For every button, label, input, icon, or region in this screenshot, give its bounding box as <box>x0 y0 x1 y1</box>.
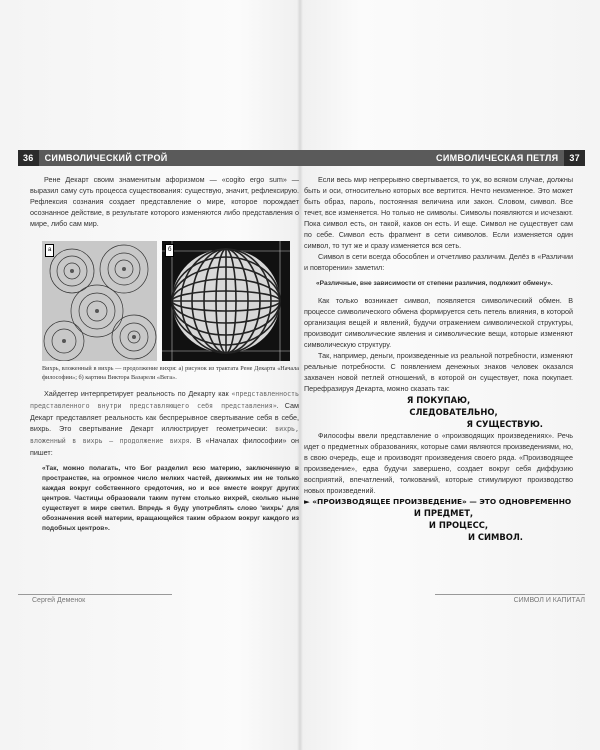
figures <box>42 241 290 361</box>
figure-a-label: а <box>45 244 54 257</box>
vortex-drawing <box>42 241 157 361</box>
left-header-title: СИМВОЛИЧЕСКИЙ СТРОЙ <box>44 153 168 163</box>
para2-text-mid: . Сам Декарт представляет реальность как беспрерывное свертывание себя в себе, вихрь. Это свертывание Декарт иллюстрирует геометрически: <box>30 401 299 433</box>
left-body <box>18 166 303 534</box>
left-paragraph-2 <box>30 388 299 458</box>
descartes-vortex-image <box>42 241 157 361</box>
para2-text-end: . В «Началах философии» он пишет: <box>30 436 299 457</box>
descartes-quote: «Так, можно полагать, что Бог разделил всю материю, заключенную в пространстве, на огромное число мелких частей, движимых им не только каждая вокруг собственного средоточия, но и все вместе вокруг других центров. Частицы образовали таким путем столько вихрей, сколько ныне существует в мире светил. Впредь я буду употреблять слово 'вихрь' для обозначения всей материи, вращающейся таким образом вокруг каждого из подобных центров». <box>42 465 299 532</box>
right-paragraph-1: Если весь мир непрерывно свертывается, то уж, во всяком случае, должны быть и оси, относительно которых все вертится. Нечто неизменное. Это может быть образ, пароль, постоянная величина или закон. Словом, символ. Все течет, все изменяется. Но только не символы. Символы появляются и исчезают. Пока символ есть, он такой, каков он есть. И еще. Символ не существует сам по себе. Символ есть фрагмент в сети символов. Если изменяется один символ, то тут же и сразу изменяется вся сеть. <box>304 175 573 250</box>
right-page <box>300 150 585 610</box>
left-footer: Сергей Деменок <box>18 594 172 607</box>
deleuze-quote: «Различные, вне зависимости от степени различия, подлежит обмену». <box>316 280 553 287</box>
left-page-number: 36 <box>18 150 39 166</box>
right-footer: СИМВОЛ И КАПИТАЛ <box>435 594 585 607</box>
slogan-line-1: Я ПОКУПАЮ, <box>406 395 471 405</box>
right-body <box>300 166 585 543</box>
right-paragraph-4: Так, например, деньги, произведенные из реальной потребности, изменяют реальные потребности. С появлением денежных знаков человек оказался захвачен новой петлей отношений, в которой он существует, пока покупает. Перефразируя Декарта, можно сказать так: <box>304 351 573 393</box>
right-page-header <box>300 150 585 166</box>
statement-line-3: И ПРОЦЕСС, <box>428 520 489 530</box>
left-paragraph-1: Рене Декарт своим знаменитым афоризмом — «cogito ergo sum» — выразил саму суть процесса существования: существую, значит, рефлексирую. Рефлексия сознания создает представление о мире, которое порождает осознанное действие, в результате которого изменяются либо представления о мире, либо сам мир. <box>30 175 299 228</box>
grid-sphere-drawing <box>162 241 290 361</box>
slogan-line-3: Я СУЩЕСТВУЮ. <box>466 419 543 429</box>
right-header-title: СИМВОЛИЧЕСКАЯ ПЕТЛЯ <box>436 153 559 163</box>
right-paragraph-3: Как только возникает символ, появляется символический обмен. В процессе символического обмена формируется сеть петель влияния, в которой организация вещей и явлений, будучи отражением символической структуры, производит символические явления и символические вещи, которые изменяют символическую структуру. <box>304 296 573 349</box>
para2-vortex-mono: вихрь, вложенный в вихрь — продолжение вихря <box>30 425 299 445</box>
right-paragraph-5: Философы ввели представление о «производящих произведениях». Речь идет о предметных образованиях, которые сами являются произведениями, но, в свою очередь, еще и производят произведения своего ряда. «Производящее произведение», едва будучи завершено, создает вокруг себя диффузию восприятий, впечатлений, толкований, которые стимулируют производство новых произведений. <box>304 431 573 495</box>
left-page-header <box>18 150 303 166</box>
para2-text-start: Хайдеггер интерпретирует реальность по Декарту как <box>44 389 232 398</box>
statement-line-2: И ПРЕДМЕТ, <box>413 508 474 518</box>
right-paragraph-2: Символ в сети всегда обособлен и отчетливо различим. Делёз в «Различии и повторении» заметил: <box>304 252 573 272</box>
figure-caption: Вихрь, вложенный в вихрь — продолжение вихря: а) рисунок из трактата Рене Декарта «Начала философии»; б) картина Виктора Вазарели «Вега». <box>42 365 299 381</box>
figure-b-label: б <box>165 244 174 257</box>
vasarely-vega-image <box>162 241 290 361</box>
producing-work-statement: ► «ПРОИЗВОДЯЩЕЕ ПРОИЗВЕДЕНИЕ» — ЭТО ОДНОВРЕМЕННО <box>304 497 572 506</box>
para2-quote-mono: «представленность представленного внутри представляющего себя представления» <box>30 390 299 410</box>
right-page-number: 37 <box>564 150 585 166</box>
statement-line-4: И СИМВОЛ. <box>467 532 523 542</box>
slogan-line-2: СЛЕДОВАТЕЛЬНО, <box>409 407 498 417</box>
left-page <box>18 150 303 610</box>
